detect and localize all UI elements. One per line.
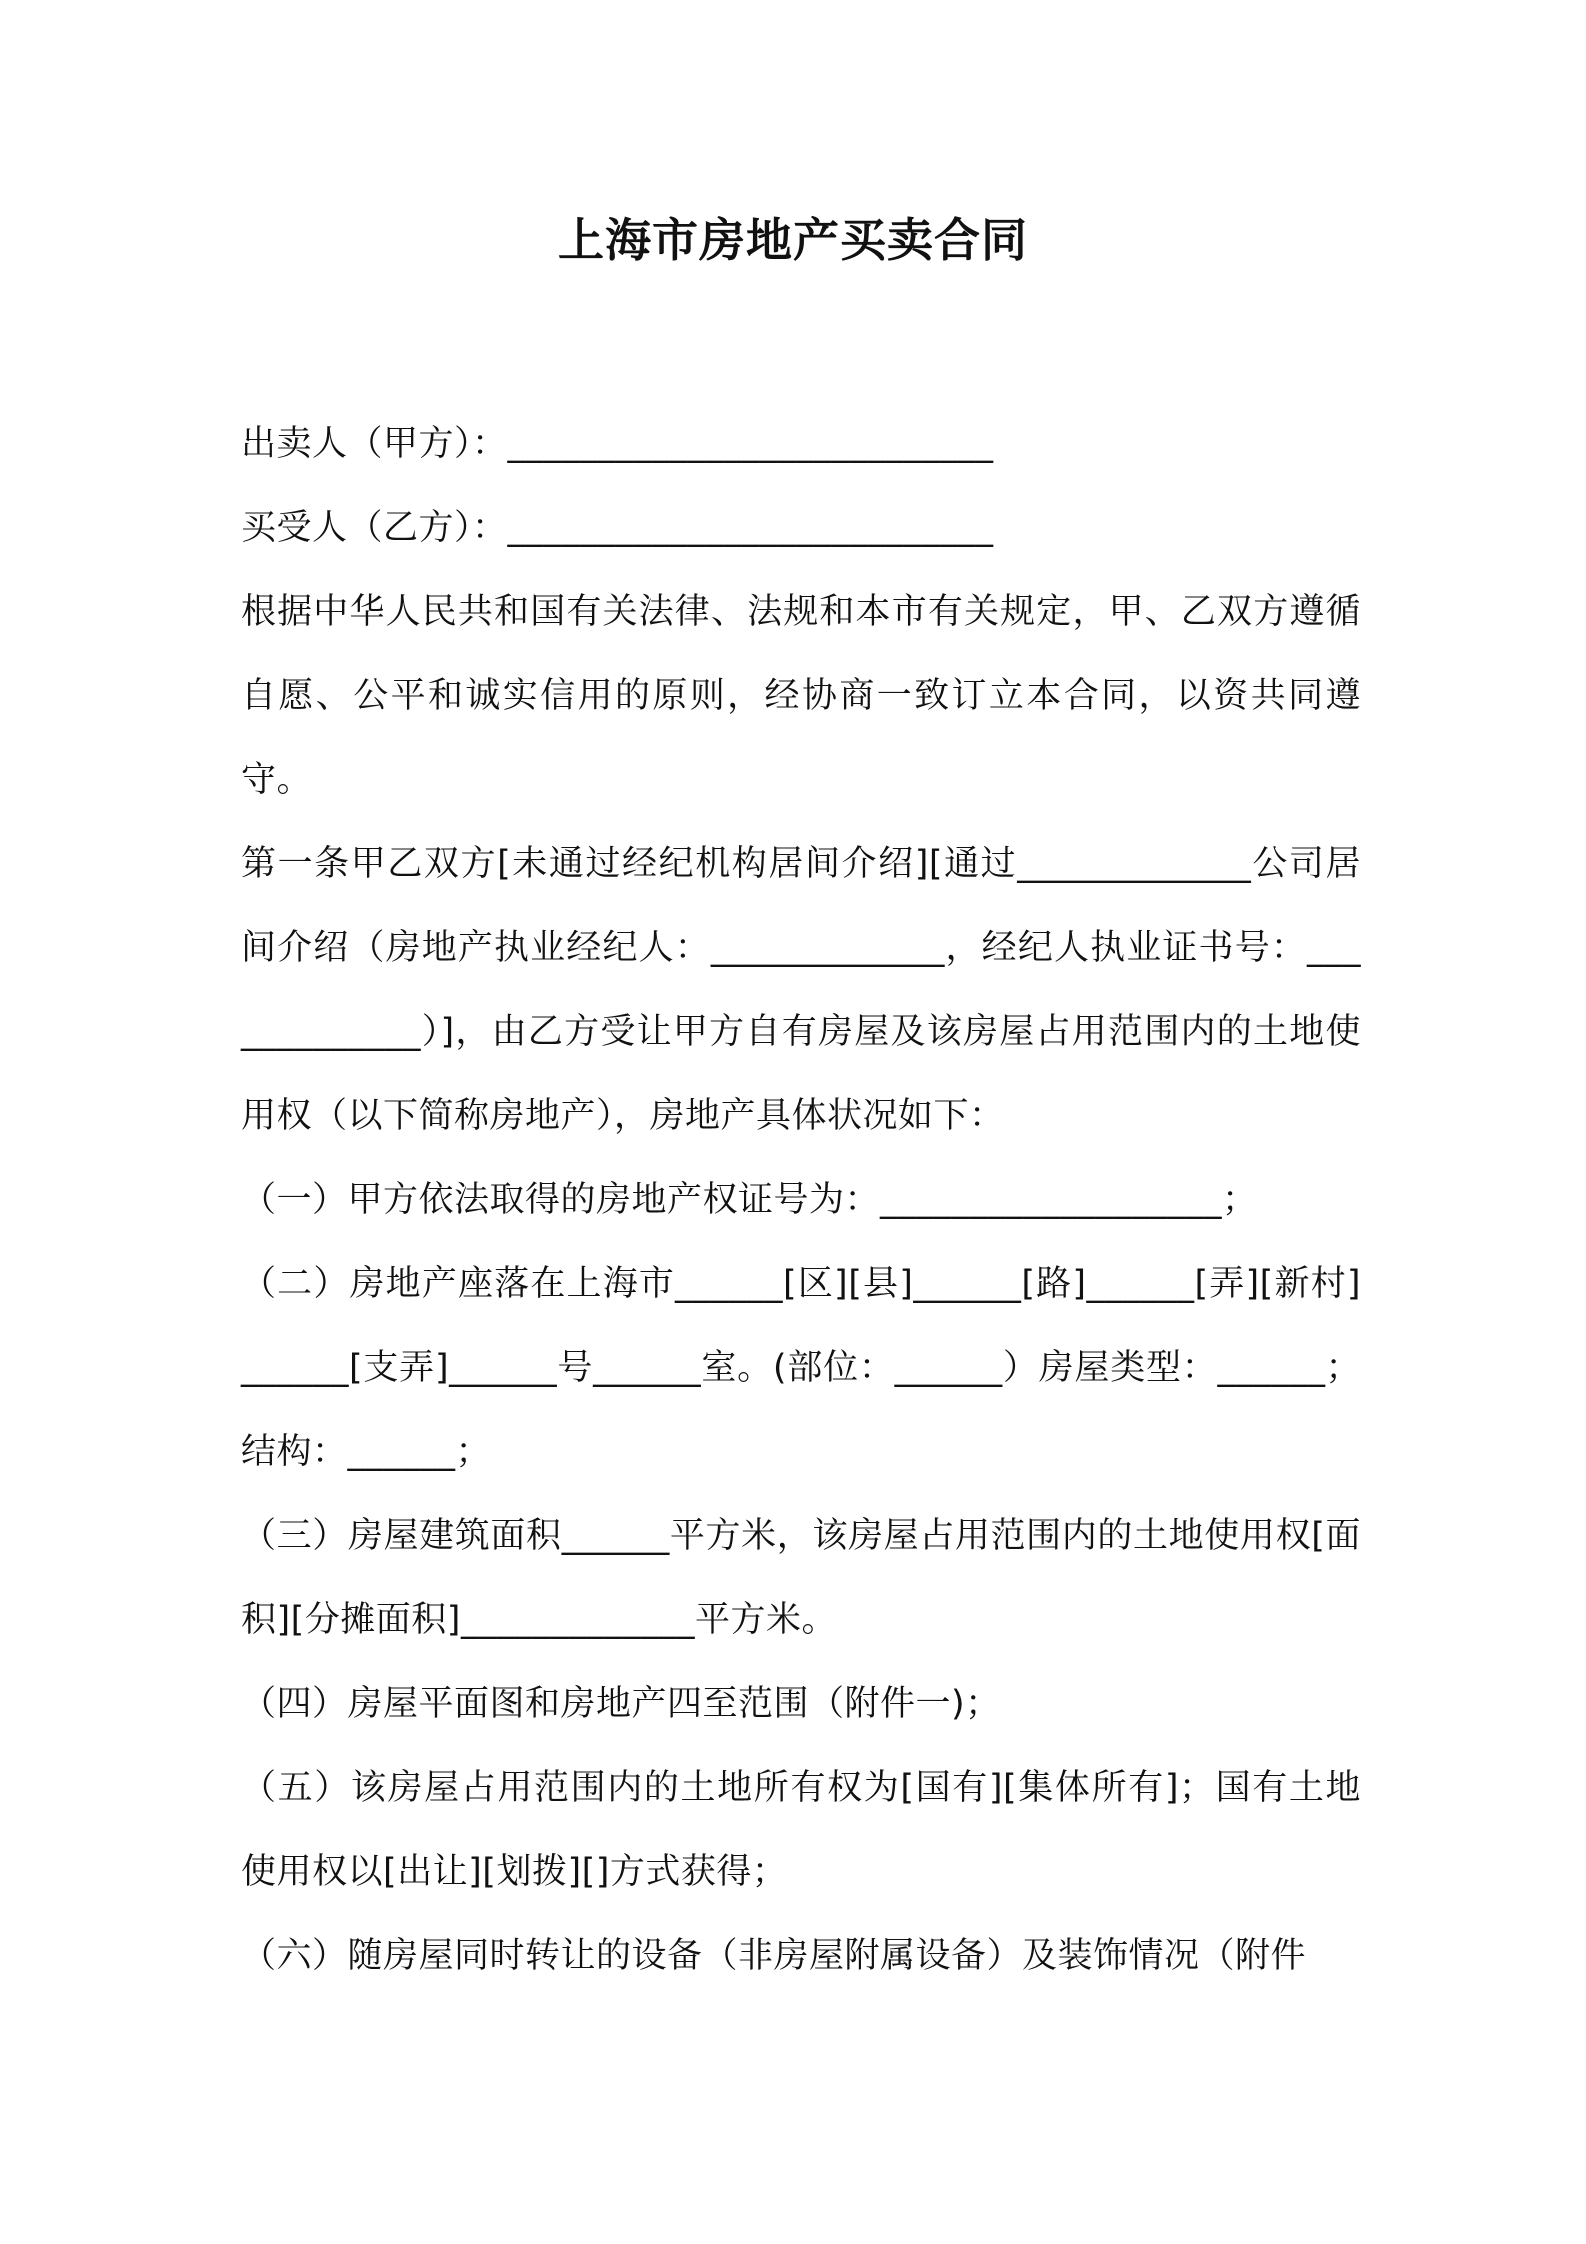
- item-6-paragraph: （六）随房屋同时转让的设备（非房屋附属设备）及装饰情况（附件: [241, 1936, 1307, 1976]
- item-4-paragraph: （四）房屋平面图和房地产四至范围（附件一)；: [241, 1684, 1001, 1724]
- item-5-paragraph: （五）该房屋占用范围内的土地所有权为[国有][集体所有]；国有土地使用权以[出让][划拨][]方式获得；: [241, 1768, 1361, 1892]
- item-2-paragraph: （二）房地产座落在上海市______[区][县]______[路]______[弄][新村]______[支弄]______号______室。(部位：______）房屋类型：______；结构：______；: [241, 1264, 1361, 1472]
- document-title: 上海市房地产买卖合同: [558, 213, 1028, 267]
- article-1-paragraph: 第一条甲乙双方[未通过经纪机构居间介绍][通过_____________公司居间介绍（房地产执业经纪人：_____________，经纪人执业证书号：_____________）]，由乙方受让甲方自有房屋及该房屋占用范围内的土地使用权（以下简称房地产），房地产具体状况如下：: [241, 844, 1361, 1136]
- buyer-line: 买受人（乙方）：___________________________: [241, 508, 994, 548]
- seller-line: 出卖人（甲方）：___________________________: [241, 424, 994, 464]
- item-3-paragraph: （三）房屋建筑面积______平方米，该房屋占用范围内的土地使用权[面积][分摊面积]_____________平方米。: [241, 1516, 1361, 1640]
- preamble-paragraph: 根据中华人民共和国有关法律、法规和本市有关规定，甲、乙双方遵循自愿、公平和诚实信用的原则，经协商一致订立本合同，以资共同遵守。: [241, 592, 1361, 800]
- contract-body: [241, 402, 1361, 1998]
- item-1-paragraph: （一）甲方依法取得的房地产权证号为：___________________；: [241, 1180, 1258, 1220]
